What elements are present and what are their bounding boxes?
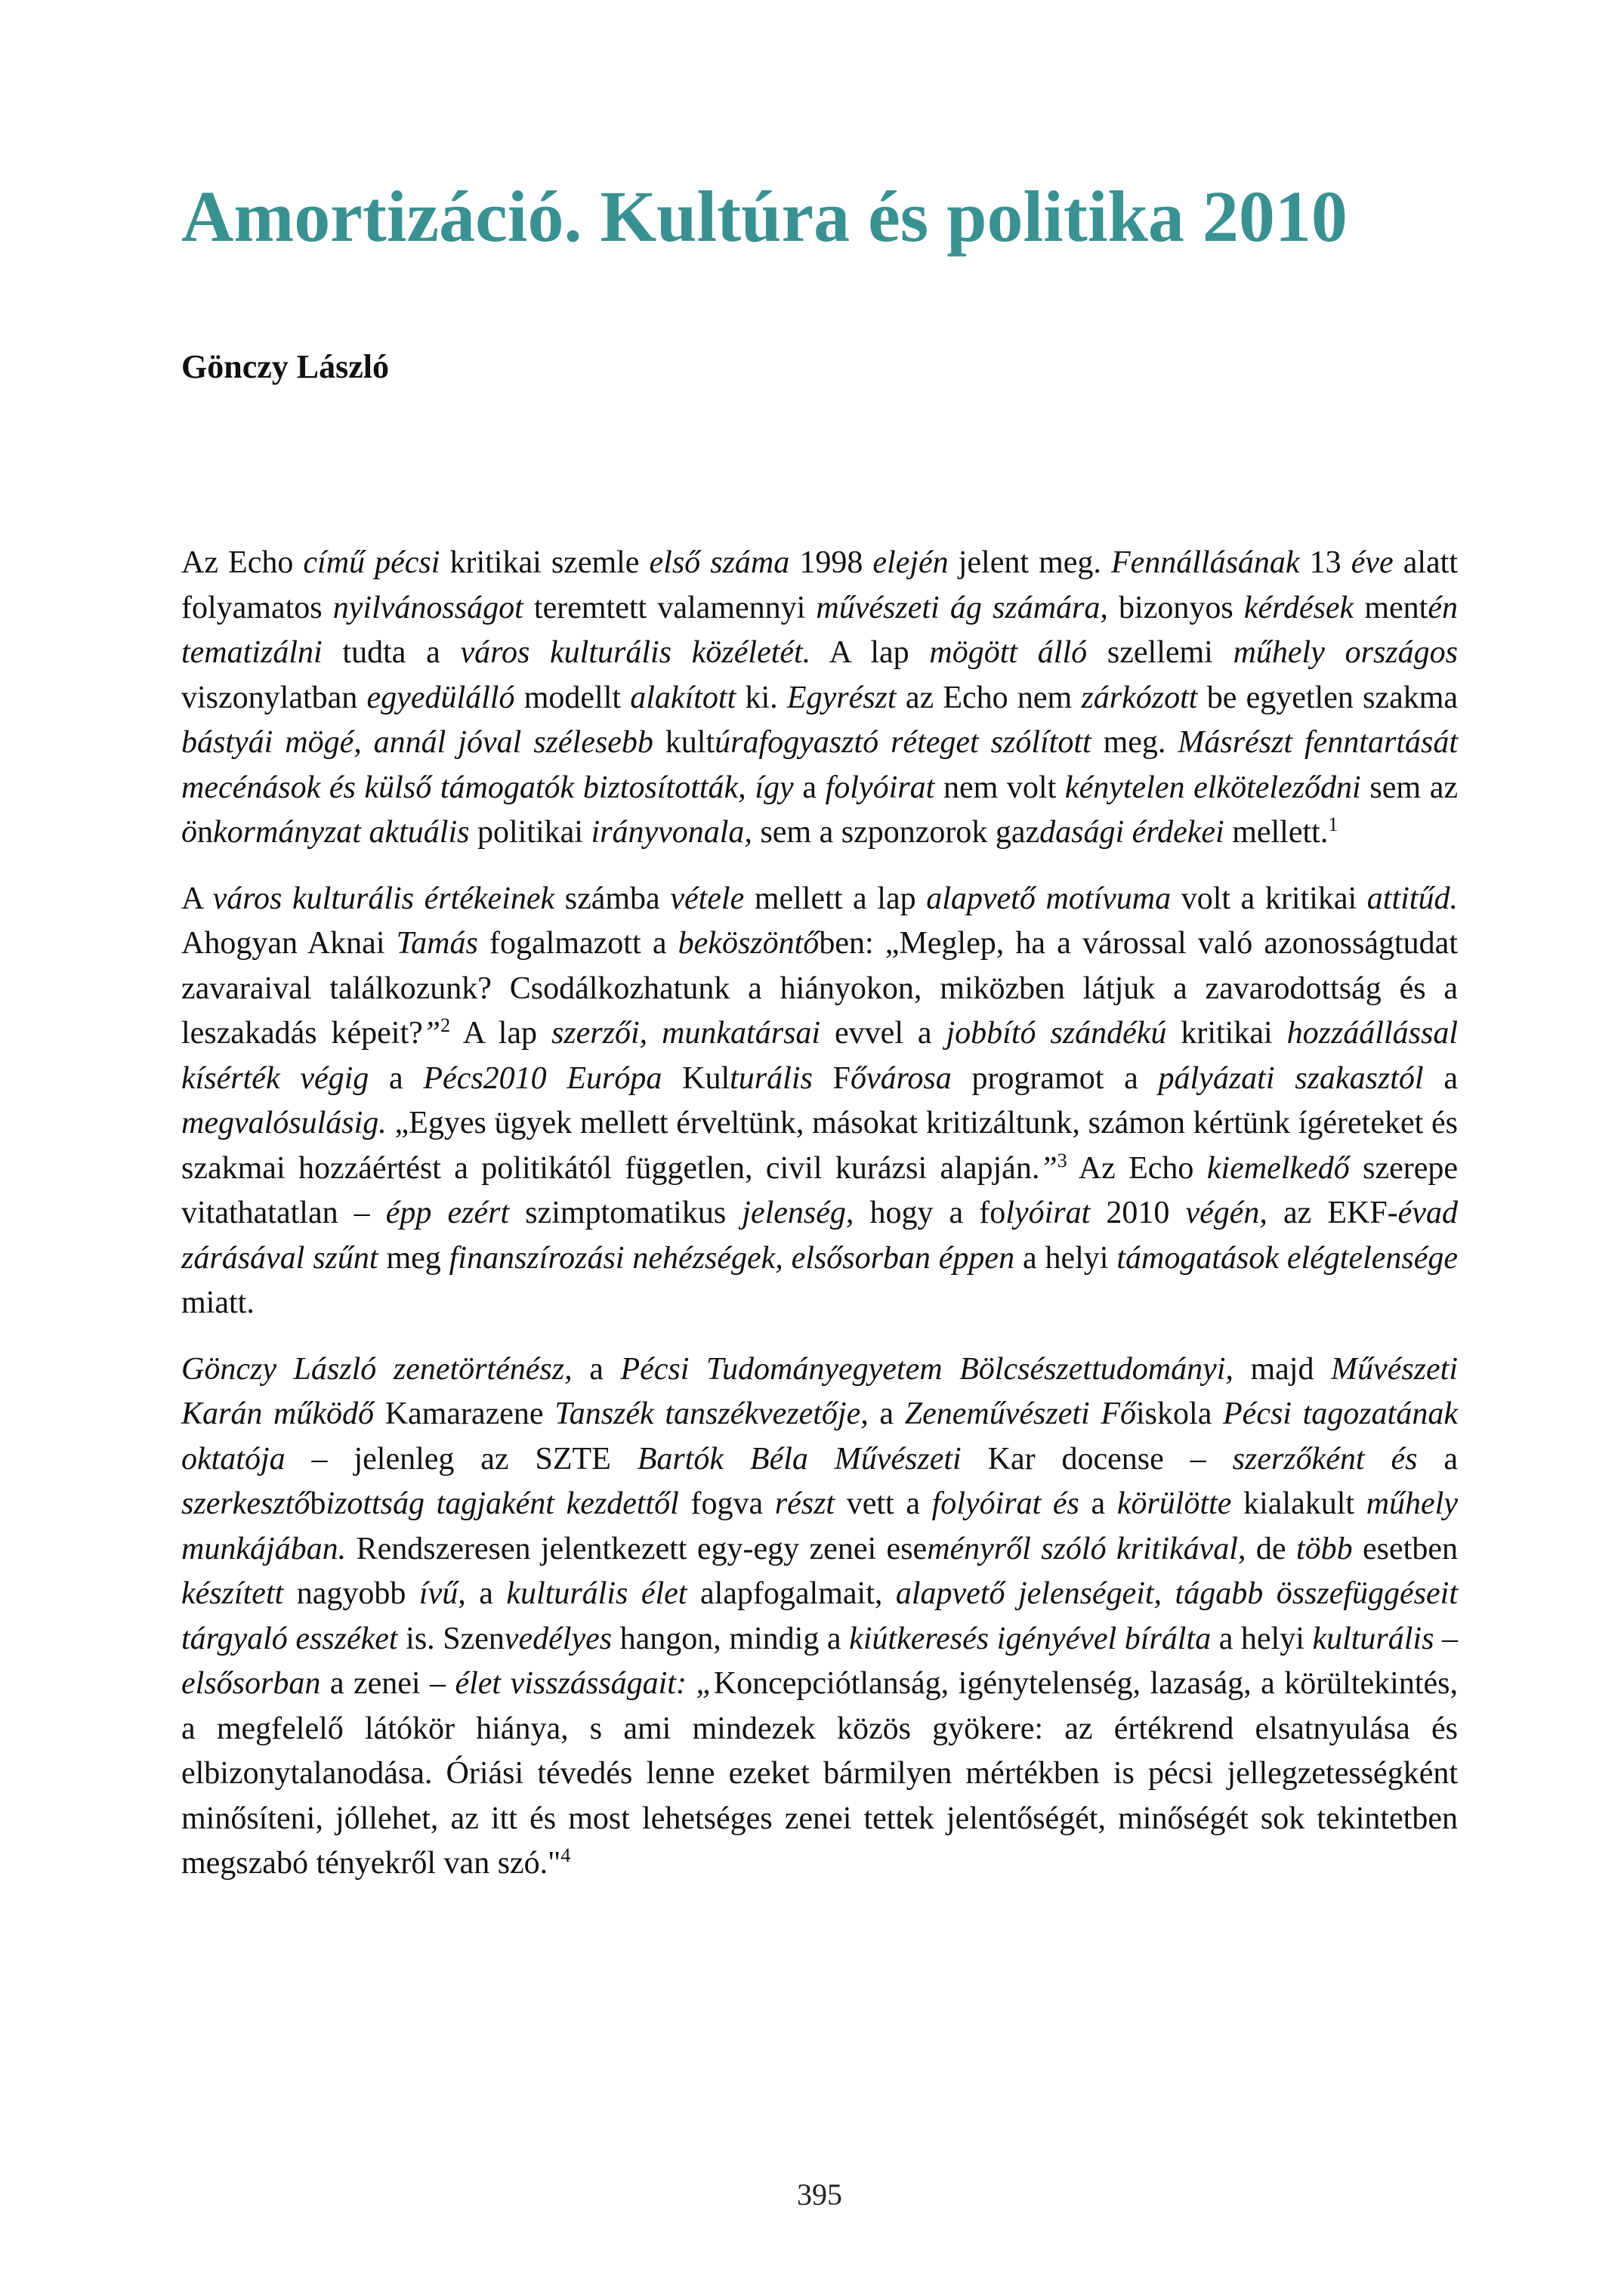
italic-run: épp ezért — [385, 1196, 510, 1230]
italic-run: nyilvánosságot — [332, 590, 523, 625]
italic-run: vedélyes — [504, 1621, 613, 1656]
italic-run: Gönczy László zenetörténész, — [181, 1351, 573, 1387]
italic-run: Pécsi Tudományegyetem Bölcsészettudományi, — [620, 1351, 1233, 1387]
italic-run: alapvető motívuma — [926, 881, 1172, 916]
italic-run: attitűd. — [1366, 881, 1458, 916]
italic-run: kulturális – elsősorban — [181, 1621, 1458, 1701]
paragraph-author-bio: Gönczy László zenetörténész, a Pécsi Tudományegyetem Bölcsészettudományi, majd Művészeti Karán működő Kamarazene Tanszék tanszékvezetője, a Zeneművészeti Főiskola Pécsi tagozatának oktatója – jelenleg az SZTE Bartók Béla Művészeti Kar docense – szerzőként és a szerkesztőbizottság tagjaként kezdettől fogva részt vett a folyóirat és a körülötte kialakult műhely munkájában. Rendszeresen jelentkezett egy-egy zenei eseményről szóló kritikával, de több esetben készített nagyobb ívű, a kulturális élet alapfogalmait, alapvető jelenségeit, tágabb összefüggéseit tárgyaló esszéket is. Szenvedélyes hangon, mindig a kiútkeresés igényével bírálta a helyi kulturális – elsősorban a zenei – élet visszásságait: „Koncepciótlanság, igénytelenség, lazaság, a körültekintés, a megfelelő látókör hiánya, s ami mindezek közös gyökere: az értékrend elsatnyulása és elbizonytalanodása. Óriási tévedés lenne ezeket bármilyen mértékben is pécsi jellegzetességként minősíteni, jóllehet, az itt és most lehetséges zenei tettek jelentőségét, minőségét sok tekintetben megszabó tényekről van szó."$^4$ — [181, 1351, 1458, 1881]
italic-run: ívű, — [418, 1576, 466, 1611]
paragraph-intro: Az Echo című pécsi kritikai szemle első száma 1998 elején jelent meg. Fennállásának 13 éve alatt folyamatos nyilvánosságot teremtett valamennyi művészeti ág számára, bizonyos kérdések mentén tematizálni tudta a város kulturális közéletét. A lap mögött álló szellemi műhely országos viszonylatban egyedülálló modellt alakított ki. Egyrészt az Echo nem zárkózott be egyetlen szakma bástyái mögé, annál jóval szélesebb kultúrafogyasztó réteget szólított meg. Másrészt fenntartását mecénások és külső támogatók biztosították, így a folyóirat nem volt kénytelen elköteleződni sem az önkormányzat aktuális politikai irányvonala, sem a szponzorok gazdasági érdekei mellett.$^1$ — [181, 545, 1459, 850]
italic-run: Pécsi tagozatának oktatója — [181, 1396, 1458, 1477]
italic-run: ” — [422, 1016, 441, 1051]
italic-run: művészeti ág számára, — [816, 590, 1108, 625]
italic-run: ” — [1039, 1150, 1057, 1186]
italic-run: alapvető jelenségeit, tágabb összefüggéseit tárgyaló esszéket — [181, 1576, 1458, 1656]
italic-run: végén, — [1185, 1196, 1267, 1230]
author-name: Gönczy László — [181, 348, 389, 385]
footnote-ref: 2 — [440, 1014, 451, 1036]
footnote-ref: 4 — [560, 1844, 571, 1866]
italic-run: zárkózott — [1081, 680, 1198, 715]
italic-run: támogatások elégtelensége — [1116, 1240, 1459, 1276]
italic-run: úrafogyasztó réteget szólított — [715, 725, 1091, 760]
italic-run: folyóirat és — [931, 1486, 1079, 1521]
footnote-ref: 3 — [1057, 1149, 1067, 1171]
italic-run: ővárosa — [850, 1060, 952, 1096]
italic-run: körülötte — [1116, 1486, 1232, 1521]
italic-run: több — [1295, 1531, 1353, 1566]
italic-run: egyedülálló — [366, 680, 515, 715]
italic-run: Másrészt fenntartását mecénások és külső támogatók biztosították, így — [181, 725, 1458, 805]
italic-run: irányvonala, — [591, 815, 752, 850]
italic-run: jobbító szándékú — [946, 1016, 1167, 1051]
italic-run: kiemelkedő — [1206, 1150, 1350, 1186]
italic-run: beköszöntő — [678, 926, 820, 961]
italic-run: hozzáállással kísérték végig — [181, 1016, 1458, 1096]
italic-run: Fennállásának — [1110, 545, 1300, 580]
page-number: 395 — [797, 2177, 842, 2211]
italic-run: kénytelen elköteleződni — [1064, 770, 1361, 805]
article-body — [181, 541, 1458, 1887]
italic-run: című pécsi — [303, 545, 440, 580]
italic-run: szerzői, munkatársai — [551, 1016, 821, 1051]
italic-run: Egyrészt — [786, 680, 897, 715]
italic-run: dasági érdekei — [1039, 815, 1224, 850]
italic-run: Művészeti Karán működő — [181, 1351, 1458, 1431]
italic-run: mögött álló — [929, 635, 1088, 670]
italic-run: alakított — [630, 680, 736, 715]
italic-run: műhely munkájában. — [181, 1486, 1458, 1566]
italic-run: ö — [181, 815, 197, 850]
italic-run: részt — [774, 1486, 835, 1521]
italic-run: pályázati szakasztól — [1158, 1060, 1424, 1096]
italic-run: ményről szóló kritikával, — [927, 1531, 1246, 1566]
italic-run: éve — [1351, 545, 1394, 580]
italic-run: kérdések — [1243, 590, 1354, 625]
italic-run: finanszírozási nehézségek, elsősorban éppen — [449, 1240, 1015, 1276]
italic-run: kulturális élet — [506, 1576, 687, 1611]
italic-run: évad zárásával szűnt — [181, 1196, 1458, 1276]
italic-run: Zeneművészeti Fő — [904, 1396, 1137, 1431]
italic-run: elején — [872, 545, 949, 580]
italic-run: műhely országos — [1233, 635, 1458, 670]
footnote-ref: 1 — [1328, 813, 1338, 835]
italic-run: város kulturális közéletét. — [460, 635, 811, 670]
italic-run: turális — [730, 1060, 813, 1096]
italic-run: Bartók Béla Művészeti — [637, 1441, 962, 1477]
italic-run: bástyái mögé, annál jóval szélesebb — [181, 725, 653, 760]
article-title: Amortizáció. Kultúra és politika 2010 — [181, 176, 1348, 257]
paragraph-critique: A város kulturális értékeinek számba vétele mellett a lap alapvető motívuma volt a kritikai attitűd. Ahogyan Aknai Tamás fogalmazott a beköszöntőben: „Meglep, ha a várossal való azonosságtudat zavaraival találkozunk? Csodálkozhatunk a hiányokon, miközben látjuk a zavarodottság és a leszakadás képeit?”$^2$ A lap szerzői, munkatársai evvel a jobbító szándékú kritikai hozzáállással kísérték végig a Pécs2010 Európa Kulturális Fővárosa programot a pályázati szakasztól a megvalósulásig. „Egyes ügyek mellett érveltünk, másokat kritizáltunk, számon kértünk ígéreteket és szakmai hozzáértést a politikától független, civil kurázsi alapján.”$^3$ Az Echo kiemelkedő szerepe vitathatatlan – épp ezért szimptomatikus jelenség, hogy a folyóirat 2010 végén, az EKF-évad zárásával szűnt meg finanszírozási nehézségek, elsősorban éppen a helyi támogatások elégtelensége miatt. — [181, 881, 1459, 1320]
italic-run: Tamás — [396, 926, 478, 961]
italic-run: szerzőként és — [1232, 1441, 1418, 1477]
italic-run: élet visszásságait: „ — [455, 1666, 714, 1701]
italic-run: vétele — [670, 881, 745, 916]
italic-run: város kulturális értékeinek — [212, 881, 555, 916]
italic-run: szerkesztő — [181, 1486, 310, 1521]
italic-run: én tematizálni — [181, 590, 1458, 670]
italic-run: izottság tagjaként kezdettől — [326, 1486, 679, 1521]
italic-run: Pécs2010 Európa — [423, 1060, 662, 1096]
italic-run: kiútkeresés igényével bírálta — [849, 1621, 1212, 1656]
italic-run: folyóirat — [825, 770, 935, 805]
italic-run: Tanszék tanszékvezetője, — [554, 1396, 869, 1431]
italic-run: kormányzat aktuális — [213, 815, 470, 850]
italic-run: készített — [181, 1576, 284, 1611]
italic-run: megvalósulásig. — [181, 1106, 387, 1140]
italic-run: első száma — [649, 545, 790, 580]
document-page — [181, 0, 1458, 2293]
italic-run: lyóirat — [1005, 1196, 1091, 1230]
italic-run: jelenség, — [742, 1196, 854, 1230]
